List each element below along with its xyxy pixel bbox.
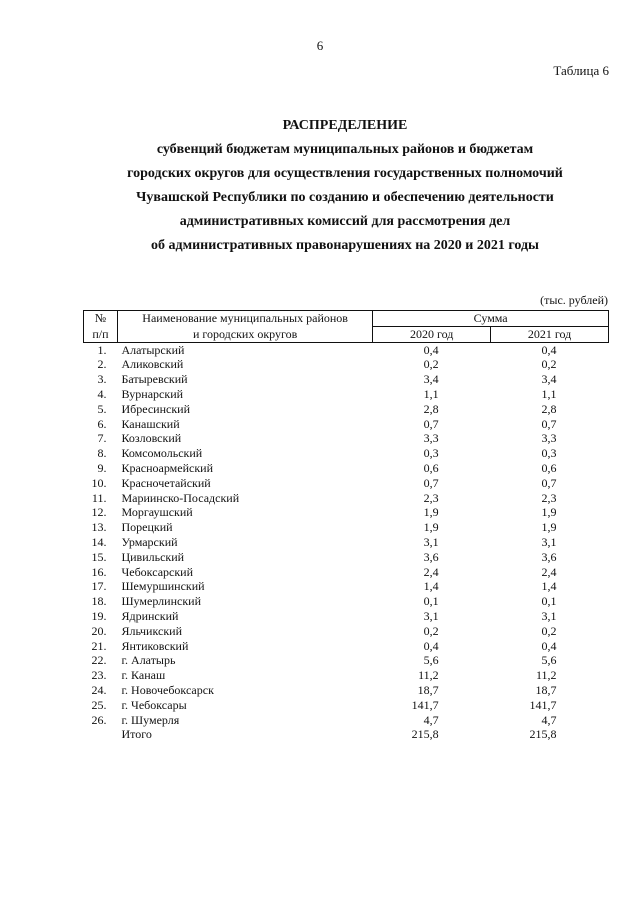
table-row <box>84 668 609 683</box>
row-value-2021: 18,7 <box>535 682 557 697</box>
row-value-2021: 2,3 <box>541 490 557 505</box>
row-value-2021: 2,8 <box>541 401 557 416</box>
row-value-2021: 3,4 <box>541 372 557 387</box>
row-number: 2. <box>97 357 107 372</box>
title-line-4: Чувашской Республики по созданию и обеспечению деятельности <box>136 190 554 205</box>
row-value-2020: 0,2 <box>423 623 439 638</box>
row-value-2020: 2,4 <box>423 564 439 579</box>
row-name: г. Чебоксары <box>121 697 187 712</box>
row-number: 16. <box>91 564 107 579</box>
table-row <box>84 535 609 550</box>
table-row <box>84 624 609 639</box>
row-value-2020: 3,6 <box>423 549 439 564</box>
table-row <box>84 417 609 432</box>
row-value-2021: 0,2 <box>541 623 557 638</box>
row-value-2020: 1,4 <box>423 579 439 594</box>
row-number: 20. <box>91 623 107 638</box>
row-name: Шумерлинский <box>121 594 201 609</box>
row-value-2021: 2,4 <box>541 564 557 579</box>
row-number <box>84 727 118 742</box>
row-value-2020: 2,3 <box>423 490 439 505</box>
row-number: 24. <box>91 682 107 697</box>
row-value-2020: 0,2 <box>423 357 439 372</box>
row-number: 18. <box>91 594 107 609</box>
row-value-2021: 4,7 <box>541 712 557 727</box>
row-number: 5. <box>97 401 107 416</box>
table-row <box>84 594 609 609</box>
table-row <box>84 431 609 446</box>
table-row <box>84 683 609 698</box>
row-number: 1. <box>97 342 107 357</box>
row-value-2020: 0,3 <box>423 446 439 461</box>
row-value-2021: 0,4 <box>541 638 557 653</box>
row-number: 6. <box>97 416 107 431</box>
row-value-2020: 1,9 <box>423 505 439 520</box>
row-name: г. Канаш <box>121 668 166 683</box>
row-name: Алатырский <box>121 342 185 357</box>
title-line-6: об административных правонарушениях на 2020 и 2021 годы <box>151 238 539 253</box>
header-sum: Сумма <box>373 311 609 327</box>
title-line-2: субвенций бюджетам муниципальных районов и бюджетам <box>156 142 534 157</box>
row-value-2020: 1,1 <box>423 386 439 401</box>
row-value-2021: 3,3 <box>541 431 557 446</box>
table-row <box>84 446 609 461</box>
table-row <box>84 565 609 580</box>
row-value-2021: 141,7 <box>529 697 557 712</box>
row-name: Яльчикский <box>121 623 182 638</box>
row-name: Комсомольский <box>121 446 203 461</box>
row-value-2020: 18,7 <box>417 682 439 697</box>
table-row <box>84 387 609 402</box>
row-value-2020: 3,1 <box>423 534 439 549</box>
distribution-table <box>83 310 609 742</box>
row-number: 4. <box>97 386 107 401</box>
row-value-2021: 0,7 <box>541 475 557 490</box>
row-value-2020: 0,6 <box>423 460 439 475</box>
row-value-2021: 3,6 <box>541 549 557 564</box>
row-value-2021: 5,6 <box>541 653 557 668</box>
table-row <box>84 476 609 491</box>
row-value-2021: 1,1 <box>541 386 557 401</box>
row-number: 7. <box>97 431 107 446</box>
row-value-2020: 0,1 <box>423 594 439 609</box>
row-name: Канашский <box>121 416 180 431</box>
row-name: Красноармейский <box>121 460 214 475</box>
row-value-2021: 1,9 <box>541 505 557 520</box>
row-value-2020: 2,8 <box>423 401 439 416</box>
row-value-2020: 1,9 <box>423 520 439 535</box>
row-number: 11. <box>91 490 107 505</box>
row-name: Янтиковский <box>121 638 189 653</box>
row-number: 14. <box>91 534 107 549</box>
row-name: Чебоксарский <box>121 564 194 579</box>
row-value-2021: 0,2 <box>541 357 557 372</box>
table-row <box>84 461 609 476</box>
header-year-2021: 2021 год <box>491 326 609 342</box>
row-value-2020: 3,4 <box>423 372 439 387</box>
row-value-2021: 3,1 <box>541 534 557 549</box>
table-body <box>84 342 609 742</box>
table-row <box>84 402 609 417</box>
row-value-2020: 0,4 <box>423 638 439 653</box>
table-row <box>84 609 609 624</box>
table-header-row-1 <box>84 311 609 327</box>
row-value-2021: 0,3 <box>541 446 557 461</box>
row-number: 10. <box>91 475 107 490</box>
units-label: (тыс. рублей) <box>540 293 608 307</box>
row-value-2021: 1,4 <box>541 579 557 594</box>
row-number: 25. <box>91 697 107 712</box>
table-row <box>84 713 609 728</box>
table-header-row-2 <box>84 326 609 342</box>
row-number: 3. <box>97 372 107 387</box>
row-value-2021: 0,7 <box>541 416 557 431</box>
table-row <box>84 550 609 565</box>
row-value-2021: 0,6 <box>541 460 557 475</box>
row-value-2020: 0,7 <box>423 475 439 490</box>
table-row <box>84 520 609 535</box>
document-title <box>0 114 640 258</box>
table-row <box>84 698 609 713</box>
row-number: 21. <box>91 638 107 653</box>
row-value-2020: 0,4 <box>423 342 439 357</box>
row-name: Аликовский <box>121 357 184 372</box>
row-name: г. Алатырь <box>121 653 176 668</box>
row-name: Мариинско-Посадский <box>121 490 240 505</box>
row-name: Итого <box>121 727 152 742</box>
row-value-2021: 11,2 <box>535 668 557 683</box>
row-name: Порецкий <box>121 520 173 535</box>
row-value-2021: 1,9 <box>541 520 557 535</box>
table-row <box>84 579 609 594</box>
row-name: г. Шумерля <box>121 712 180 727</box>
row-value-2020: 3,1 <box>423 608 439 623</box>
table-row <box>84 653 609 668</box>
row-name: Ядринский <box>121 608 179 623</box>
table-label: Таблица 6 <box>553 63 609 78</box>
row-name: г. Новочебоксарск <box>121 682 214 697</box>
row-number: 26. <box>91 712 107 727</box>
table-row <box>84 342 609 357</box>
header-num-bottom: п/п <box>84 326 118 342</box>
row-name: Цивильский <box>121 549 185 564</box>
row-value-2021: 0,1 <box>541 594 557 609</box>
title-line-3: городских округов для осуществления государственных полномочий <box>127 166 563 181</box>
row-number: 12. <box>91 505 107 520</box>
row-value-2020: 215,8 <box>411 727 439 742</box>
row-value-2021: 3,1 <box>541 608 557 623</box>
row-number: 8. <box>97 446 107 461</box>
total-row <box>84 727 609 742</box>
row-name: Шемуршинский <box>121 579 205 594</box>
row-number: 22. <box>91 653 107 668</box>
row-number: 19. <box>91 608 107 623</box>
row-name: Моргаушский <box>121 505 193 520</box>
row-number: 13. <box>91 520 107 535</box>
row-value-2020: 3,3 <box>423 431 439 446</box>
table-row <box>84 357 609 372</box>
row-value-2020: 11,2 <box>418 668 439 683</box>
header-name-top: Наименование муниципальных районов <box>117 311 372 327</box>
header-num-top: № <box>84 311 118 327</box>
table-row <box>84 639 609 654</box>
row-value-2020: 141,7 <box>411 697 439 712</box>
table-row <box>84 491 609 506</box>
row-number: 17. <box>91 579 107 594</box>
row-name: Козловский <box>121 431 182 446</box>
row-number: 23. <box>91 668 107 683</box>
title-line-5: административных комиссий для рассмотрения дел <box>179 214 511 229</box>
row-value-2020: 4,7 <box>423 712 439 727</box>
title-line-1: РАСПРЕДЕЛЕНИЕ <box>282 118 408 133</box>
row-name: Батыревский <box>121 372 188 387</box>
table-row <box>84 372 609 387</box>
table-row <box>84 505 609 520</box>
header-year-2020: 2020 год <box>373 326 491 342</box>
row-name: Красночетайский <box>121 475 211 490</box>
row-value-2020: 5,6 <box>423 653 439 668</box>
header-name-bottom: и городских округов <box>117 326 372 342</box>
page-number: 6 <box>316 38 324 53</box>
row-number: 9. <box>97 460 107 475</box>
row-value-2021: 215,8 <box>529 727 557 742</box>
row-number: 15. <box>91 549 107 564</box>
row-name: Урмарский <box>121 534 178 549</box>
row-name: Вурнарский <box>121 386 184 401</box>
row-value-2021: 0,4 <box>541 342 557 357</box>
row-name: Ибресинский <box>121 401 191 416</box>
row-value-2020: 0,7 <box>423 416 439 431</box>
